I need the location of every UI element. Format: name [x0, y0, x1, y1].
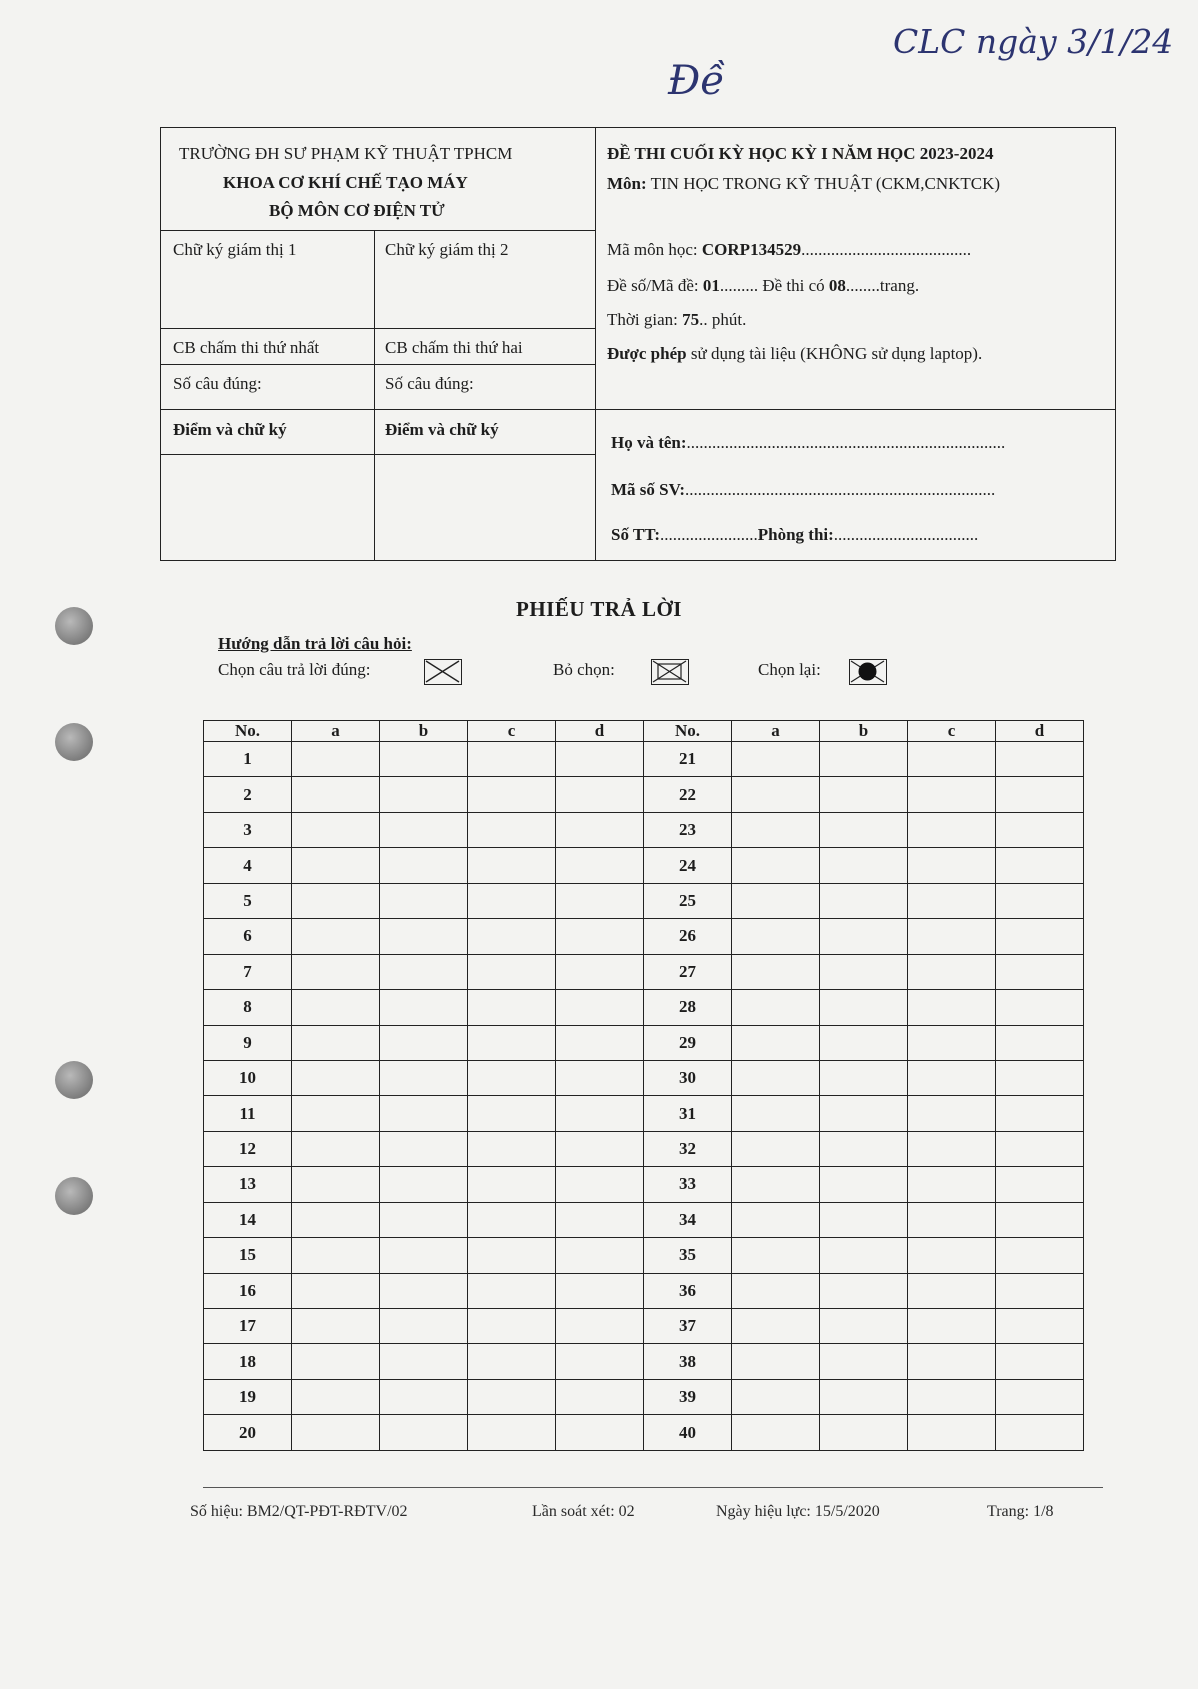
crossed-box-icon: [652, 660, 687, 683]
answer-cell-b[interactable]: [380, 1096, 468, 1131]
answer-cell-c[interactable]: [908, 1131, 996, 1166]
answer-cell-b[interactable]: [380, 1025, 468, 1060]
answer-cell-c[interactable]: [468, 1167, 556, 1202]
answer-cell-b[interactable]: [820, 848, 908, 883]
question-number: 11: [204, 1096, 292, 1131]
answer-cell-d[interactable]: [556, 1238, 644, 1273]
answer-cell-b[interactable]: [380, 742, 468, 777]
answer-cell-c[interactable]: [468, 777, 556, 812]
answer-cell-d[interactable]: [556, 812, 644, 847]
answer-cell-a[interactable]: [292, 1379, 380, 1414]
answer-cell-c[interactable]: [468, 954, 556, 989]
answer-cell-b[interactable]: [820, 1415, 908, 1451]
time-line: [607, 310, 746, 330]
rechoose-mark-icon: [849, 659, 887, 685]
course-code-dots: ........................................: [801, 240, 972, 259]
table-row: [204, 954, 1084, 989]
table-row: [204, 1096, 1084, 1131]
answer-cell-d[interactable]: [996, 1202, 1084, 1237]
answer-cell-a[interactable]: [732, 1273, 820, 1308]
answer-cell-d[interactable]: [556, 1415, 644, 1451]
table-row: [204, 1202, 1084, 1237]
student-name-dots: ...........................................................................: [686, 433, 1006, 452]
answer-cell-b[interactable]: [380, 1060, 468, 1095]
answer-cell-b[interactable]: [820, 1167, 908, 1202]
student-id-label: Mã số SV:: [611, 480, 685, 499]
seat-label: Số TT:: [611, 525, 660, 544]
course-code: CORP134529: [701, 240, 802, 259]
table-row: [204, 1238, 1084, 1273]
answer-cell-c[interactable]: [468, 1060, 556, 1095]
question-number: 40: [644, 1415, 732, 1451]
pages-label: Đề thi có: [762, 276, 825, 295]
question-number: 32: [644, 1131, 732, 1166]
answer-cell-a[interactable]: [292, 1238, 380, 1273]
cancel-mark-icon: [651, 659, 689, 685]
answer-cell-b[interactable]: [380, 1167, 468, 1202]
answer-cell-b[interactable]: [820, 777, 908, 812]
answer-cell-a[interactable]: [732, 954, 820, 989]
question-number: 21: [644, 742, 732, 777]
answer-cell-d[interactable]: [996, 1060, 1084, 1095]
answer-cell-b[interactable]: [820, 1131, 908, 1166]
answer-cell-a[interactable]: [732, 1131, 820, 1166]
answer-cell-c[interactable]: [908, 1309, 996, 1344]
question-number: 12: [204, 1131, 292, 1166]
answer-cell-d[interactable]: [996, 1096, 1084, 1131]
table-row: [204, 919, 1084, 954]
student-id-dots: .........................................................................: [685, 480, 996, 499]
question-number: 34: [644, 1202, 732, 1237]
course-code-label: Mã môn học:: [607, 240, 698, 259]
answer-cell-c[interactable]: [468, 1415, 556, 1451]
answer-cell-d[interactable]: [556, 1096, 644, 1131]
answer-cell-a[interactable]: [292, 812, 380, 847]
answer-cell-d[interactable]: [556, 954, 644, 989]
answer-cell-c[interactable]: [908, 1060, 996, 1095]
student-name-line: [611, 433, 1005, 453]
table-row: [204, 1309, 1084, 1344]
question-number: 35: [644, 1238, 732, 1273]
answer-cell-c[interactable]: [468, 1025, 556, 1060]
answer-cell-d[interactable]: [556, 1344, 644, 1379]
answer-cell-b[interactable]: [820, 990, 908, 1025]
answer-cell-a[interactable]: [732, 883, 820, 918]
answer-cell-d[interactable]: [996, 1025, 1084, 1060]
answer-cell-d[interactable]: [996, 1379, 1084, 1414]
table-row: [204, 1273, 1084, 1308]
exam-header: [160, 127, 1116, 561]
question-number: 31: [644, 1096, 732, 1131]
course-code-line: [607, 240, 971, 260]
answer-cell-a[interactable]: [292, 954, 380, 989]
table-row: [204, 1344, 1084, 1379]
question-number: 25: [644, 883, 732, 918]
answer-cell-b[interactable]: [820, 883, 908, 918]
punch-hole: [55, 723, 93, 761]
room-label: Phòng thi:: [757, 525, 834, 544]
question-number: 27: [644, 954, 732, 989]
question-number: 28: [644, 990, 732, 1025]
answer-cell-d[interactable]: [996, 742, 1084, 777]
column-header: c: [908, 721, 996, 742]
answer-cell-a[interactable]: [292, 1131, 380, 1166]
answer-sheet-title: PHIẾU TRẢ LỜI: [516, 597, 682, 621]
answer-cell-b[interactable]: [380, 1415, 468, 1451]
answer-cell-b[interactable]: [380, 1273, 468, 1308]
column-header: d: [996, 721, 1084, 742]
answer-cell-b[interactable]: [380, 919, 468, 954]
question-number: 26: [644, 919, 732, 954]
exam-title: ĐỀ THI CUỐI KỲ HỌC KỲ I NĂM HỌC 2023-2024: [607, 144, 994, 163]
answer-cell-a[interactable]: [292, 742, 380, 777]
answer-cell-a[interactable]: [732, 1096, 820, 1131]
table-row: [204, 1167, 1084, 1202]
answer-cell-c[interactable]: [468, 919, 556, 954]
answer-cell-b[interactable]: [380, 954, 468, 989]
answer-cell-c[interactable]: [908, 1379, 996, 1414]
answer-cell-b[interactable]: [380, 1238, 468, 1273]
answer-cell-d[interactable]: [556, 848, 644, 883]
grader2-label: CB chấm thi thứ hai: [385, 338, 523, 357]
question-number: 36: [644, 1273, 732, 1308]
table-row: [204, 990, 1084, 1025]
subject-line: [607, 174, 1000, 194]
answer-cell-a[interactable]: [732, 919, 820, 954]
answer-cell-b[interactable]: [380, 777, 468, 812]
grader1-label: CB chấm thi thứ nhất: [173, 338, 320, 357]
answer-cell-c[interactable]: [908, 812, 996, 847]
answer-cell-d[interactable]: [556, 990, 644, 1025]
answer-cell-a[interactable]: [292, 1415, 380, 1451]
question-number: 33: [644, 1167, 732, 1202]
time-value: 75: [682, 310, 700, 329]
time-suffix: .. phút.: [699, 310, 747, 329]
x-mark-icon: [425, 660, 460, 683]
answer-cell-a[interactable]: [732, 1415, 820, 1451]
column-header: No.: [644, 721, 732, 742]
filled-circle-x-icon: [850, 660, 885, 683]
answer-cell-d[interactable]: [556, 777, 644, 812]
materials-line: [607, 344, 982, 364]
subject-name: TIN HỌC TRONG KỸ THUẬT (CKM,CNKTCK): [650, 174, 1001, 193]
answer-cell-b[interactable]: [820, 1344, 908, 1379]
answer-cell-b[interactable]: [380, 1131, 468, 1166]
question-number: 37: [644, 1309, 732, 1344]
answer-cell-c[interactable]: [908, 954, 996, 989]
effective-date: Ngày hiệu lực: 15/5/2020: [716, 1503, 880, 1520]
answer-cell-d[interactable]: [996, 777, 1084, 812]
answer-cell-b[interactable]: [820, 742, 908, 777]
answer-cell-a[interactable]: [292, 777, 380, 812]
answer-cell-b[interactable]: [820, 1202, 908, 1237]
page-count: 08: [828, 276, 846, 295]
table-row: [204, 742, 1084, 777]
answer-cell-a[interactable]: [292, 1025, 380, 1060]
answer-cell-c[interactable]: [908, 777, 996, 812]
answer-cell-b[interactable]: [820, 919, 908, 954]
table-row: [204, 777, 1084, 812]
answer-cell-d[interactable]: [556, 1060, 644, 1095]
column-header: b: [380, 721, 468, 742]
question-number: 17: [204, 1309, 292, 1344]
answer-cell-c[interactable]: [468, 883, 556, 918]
answer-cell-c[interactable]: [468, 990, 556, 1025]
answer-cell-d[interactable]: [556, 1025, 644, 1060]
answer-cell-d[interactable]: [996, 1344, 1084, 1379]
answer-cell-b[interactable]: [820, 1060, 908, 1095]
question-number: 13: [204, 1167, 292, 1202]
seat-room-line: [611, 525, 978, 545]
question-number: 22: [644, 777, 732, 812]
answer-cell-b[interactable]: [380, 1309, 468, 1344]
question-number: 9: [204, 1025, 292, 1060]
materials-text: sử dụng tài liệu (KHÔNG sử dụng laptop).: [690, 344, 983, 363]
answer-cell-b[interactable]: [380, 883, 468, 918]
answer-cell-b[interactable]: [820, 812, 908, 847]
pages-suffix: ........trang.: [845, 276, 920, 295]
room-dots: ..................................: [833, 525, 979, 544]
question-number: 24: [644, 848, 732, 883]
answer-cell-d[interactable]: [556, 1131, 644, 1166]
answer-cell-d[interactable]: [996, 954, 1084, 989]
answer-cell-a[interactable]: [292, 1202, 380, 1237]
answer-cell-d[interactable]: [556, 919, 644, 954]
answer-cell-a[interactable]: [732, 1202, 820, 1237]
answer-cell-d[interactable]: [556, 1273, 644, 1308]
answer-cell-c[interactable]: [908, 1167, 996, 1202]
answer-cell-a[interactable]: [292, 1096, 380, 1131]
time-label: Thời gian:: [607, 310, 678, 329]
table-row: [204, 1131, 1084, 1166]
answer-cell-c[interactable]: [908, 990, 996, 1025]
answer-cell-a[interactable]: [292, 990, 380, 1025]
guide-heading: Hướng dẫn trả lời câu hỏi:: [218, 634, 412, 653]
answer-cell-d[interactable]: [996, 1309, 1084, 1344]
answer-cell-d[interactable]: [996, 812, 1084, 847]
question-number: 5: [204, 883, 292, 918]
answer-cell-a[interactable]: [732, 1379, 820, 1414]
answer-cell-c[interactable]: [468, 1202, 556, 1237]
question-number: 3: [204, 812, 292, 847]
answer-cell-a[interactable]: [732, 1309, 820, 1344]
answer-cell-a[interactable]: [292, 1060, 380, 1095]
answer-cell-b[interactable]: [380, 812, 468, 847]
question-number: 4: [204, 848, 292, 883]
question-number: 1: [204, 742, 292, 777]
answer-cell-d[interactable]: [556, 1379, 644, 1414]
seat-dots: .......................: [659, 525, 758, 544]
answer-cell-d[interactable]: [556, 1167, 644, 1202]
answer-cell-a[interactable]: [732, 742, 820, 777]
answer-cell-a[interactable]: [292, 883, 380, 918]
answer-cell-d[interactable]: [996, 1415, 1084, 1451]
score-signature2-label: Điểm và chữ ký: [385, 420, 499, 439]
question-number: 6: [204, 919, 292, 954]
page-number: Trang: 1/8: [987, 1503, 1054, 1520]
exam-number: 01: [702, 276, 720, 295]
doc-code: Số hiệu: BM2/QT-PĐT-RĐTV/02: [190, 1503, 408, 1520]
answer-cell-a[interactable]: [732, 1060, 820, 1095]
question-number: 29: [644, 1025, 732, 1060]
faculty-name: KHOA CƠ KHÍ CHẾ TẠO MÁY: [223, 173, 468, 192]
answer-cell-c[interactable]: [468, 1238, 556, 1273]
answer-cell-c[interactable]: [908, 742, 996, 777]
proctor1-signature-label: Chữ ký giám thị 1: [173, 240, 297, 259]
answer-cell-c[interactable]: [908, 1344, 996, 1379]
answer-cell-a[interactable]: [732, 1025, 820, 1060]
question-number: 39: [644, 1379, 732, 1414]
answer-cell-a[interactable]: [292, 1309, 380, 1344]
answer-cell-c[interactable]: [468, 812, 556, 847]
answer-cell-c[interactable]: [468, 1309, 556, 1344]
table-row: [204, 1379, 1084, 1414]
answer-cell-b[interactable]: [820, 1025, 908, 1060]
question-number: 7: [204, 954, 292, 989]
question-number: 8: [204, 990, 292, 1025]
answer-cell-c[interactable]: [908, 1025, 996, 1060]
punch-hole: [55, 1061, 93, 1099]
answer-cell-d[interactable]: [996, 919, 1084, 954]
correct-count2-label: Số câu đúng:: [385, 374, 474, 393]
answer-cell-c[interactable]: [908, 1096, 996, 1131]
question-number: 15: [204, 1238, 292, 1273]
answer-cell-d[interactable]: [996, 848, 1084, 883]
answer-cell-c[interactable]: [908, 1238, 996, 1273]
punch-hole: [55, 1177, 93, 1215]
answer-table-header: [204, 721, 1084, 742]
answer-cell-d[interactable]: [556, 1202, 644, 1237]
student-name-label: Họ và tên:: [611, 433, 687, 452]
answer-cell-d[interactable]: [996, 1238, 1084, 1273]
answer-cell-c[interactable]: [908, 1202, 996, 1237]
column-header: c: [468, 721, 556, 742]
answer-cell-d[interactable]: [556, 742, 644, 777]
proctor2-signature-label: Chữ ký giám thị 2: [385, 240, 509, 259]
subject-label: Môn:: [607, 174, 647, 193]
table-row: [204, 812, 1084, 847]
materials-bold: Được phép: [607, 344, 687, 363]
answer-cell-d[interactable]: [556, 1309, 644, 1344]
answer-cell-d[interactable]: [996, 1167, 1084, 1202]
student-id-line: [611, 480, 995, 500]
answer-cell-c[interactable]: [468, 848, 556, 883]
answer-cell-a[interactable]: [292, 919, 380, 954]
table-row: [204, 848, 1084, 883]
answer-cell-d[interactable]: [996, 990, 1084, 1025]
answer-cell-c[interactable]: [908, 1273, 996, 1308]
answer-cell-c[interactable]: [468, 1344, 556, 1379]
answer-cell-c[interactable]: [468, 1096, 556, 1131]
answer-cell-c[interactable]: [908, 883, 996, 918]
table-row: [204, 1415, 1084, 1451]
question-number: 38: [644, 1344, 732, 1379]
choose-mark-icon: [424, 659, 462, 685]
answer-cell-a[interactable]: [292, 1273, 380, 1308]
answer-cell-d[interactable]: [996, 883, 1084, 918]
column-header: d: [556, 721, 644, 742]
answer-cell-c[interactable]: [468, 1379, 556, 1414]
answer-cell-a[interactable]: [732, 1238, 820, 1273]
answer-cell-c[interactable]: [468, 1131, 556, 1166]
cancel-label: Bỏ chọn:: [553, 660, 615, 679]
answer-cell-d[interactable]: [556, 883, 644, 918]
footer-divider: [203, 1487, 1103, 1488]
exam-number-label: Đề số/Mã đề:: [607, 276, 699, 295]
answer-cell-b[interactable]: [380, 848, 468, 883]
table-row: [204, 883, 1084, 918]
table-row: [204, 1060, 1084, 1095]
answer-cell-a[interactable]: [292, 1167, 380, 1202]
handwritten-note-date: CLC ngày 3/1/24: [893, 22, 1174, 61]
answer-cell-b[interactable]: [380, 990, 468, 1025]
exam-number-dots: .........: [719, 276, 759, 295]
column-header: No.: [204, 721, 292, 742]
question-number: 16: [204, 1273, 292, 1308]
question-number: 10: [204, 1060, 292, 1095]
score-signature1-label: Điểm và chữ ký: [173, 420, 287, 439]
department-name: BỘ MÔN CƠ ĐIỆN TỬ: [269, 201, 445, 220]
answer-cell-a[interactable]: [292, 848, 380, 883]
answer-cell-a[interactable]: [732, 1344, 820, 1379]
answer-cell-a[interactable]: [732, 990, 820, 1025]
exam-number-line: [607, 276, 919, 296]
table-row: [204, 1025, 1084, 1060]
answer-cell-d[interactable]: [996, 1273, 1084, 1308]
answer-cell-a[interactable]: [732, 812, 820, 847]
question-number: 23: [644, 812, 732, 847]
answer-cell-b[interactable]: [380, 1379, 468, 1414]
answer-cell-b[interactable]: [820, 1238, 908, 1273]
question-number: 18: [204, 1344, 292, 1379]
question-number: 14: [204, 1202, 292, 1237]
school-name: TRƯỜNG ĐH SƯ PHẠM KỸ THUẬT TPHCM: [179, 144, 513, 163]
answer-cell-a[interactable]: [732, 1167, 820, 1202]
answer-cell-b[interactable]: [820, 954, 908, 989]
handwritten-note-de: Đề: [668, 58, 725, 104]
answer-cell-a[interactable]: [732, 848, 820, 883]
answer-cell-b[interactable]: [380, 1202, 468, 1237]
column-header: a: [292, 721, 380, 742]
column-header: a: [732, 721, 820, 742]
answer-table: [203, 720, 1084, 1451]
question-number: 2: [204, 777, 292, 812]
correct-count1-label: Số câu đúng:: [173, 374, 262, 393]
revision: Lần soát xét: 02: [532, 1503, 635, 1520]
column-header: b: [820, 721, 908, 742]
answer-cell-b[interactable]: [820, 1273, 908, 1308]
answer-cell-c[interactable]: [468, 1273, 556, 1308]
answer-cell-d[interactable]: [996, 1131, 1084, 1166]
question-number: 19: [204, 1379, 292, 1414]
answer-cell-c[interactable]: [908, 1415, 996, 1451]
question-number: 30: [644, 1060, 732, 1095]
answer-cell-b[interactable]: [380, 1344, 468, 1379]
answer-cell-b[interactable]: [820, 1309, 908, 1344]
question-number: 20: [204, 1415, 292, 1451]
answer-cell-a[interactable]: [292, 1344, 380, 1379]
answer-cell-a[interactable]: [732, 777, 820, 812]
answer-cell-b[interactable]: [820, 1096, 908, 1131]
answer-cell-b[interactable]: [820, 1379, 908, 1414]
choose-label: Chọn câu trả lời đúng:: [218, 660, 371, 679]
answer-cell-c[interactable]: [468, 742, 556, 777]
rechoose-label: Chọn lại:: [758, 660, 821, 679]
answer-cell-c[interactable]: [908, 919, 996, 954]
answer-cell-c[interactable]: [908, 848, 996, 883]
